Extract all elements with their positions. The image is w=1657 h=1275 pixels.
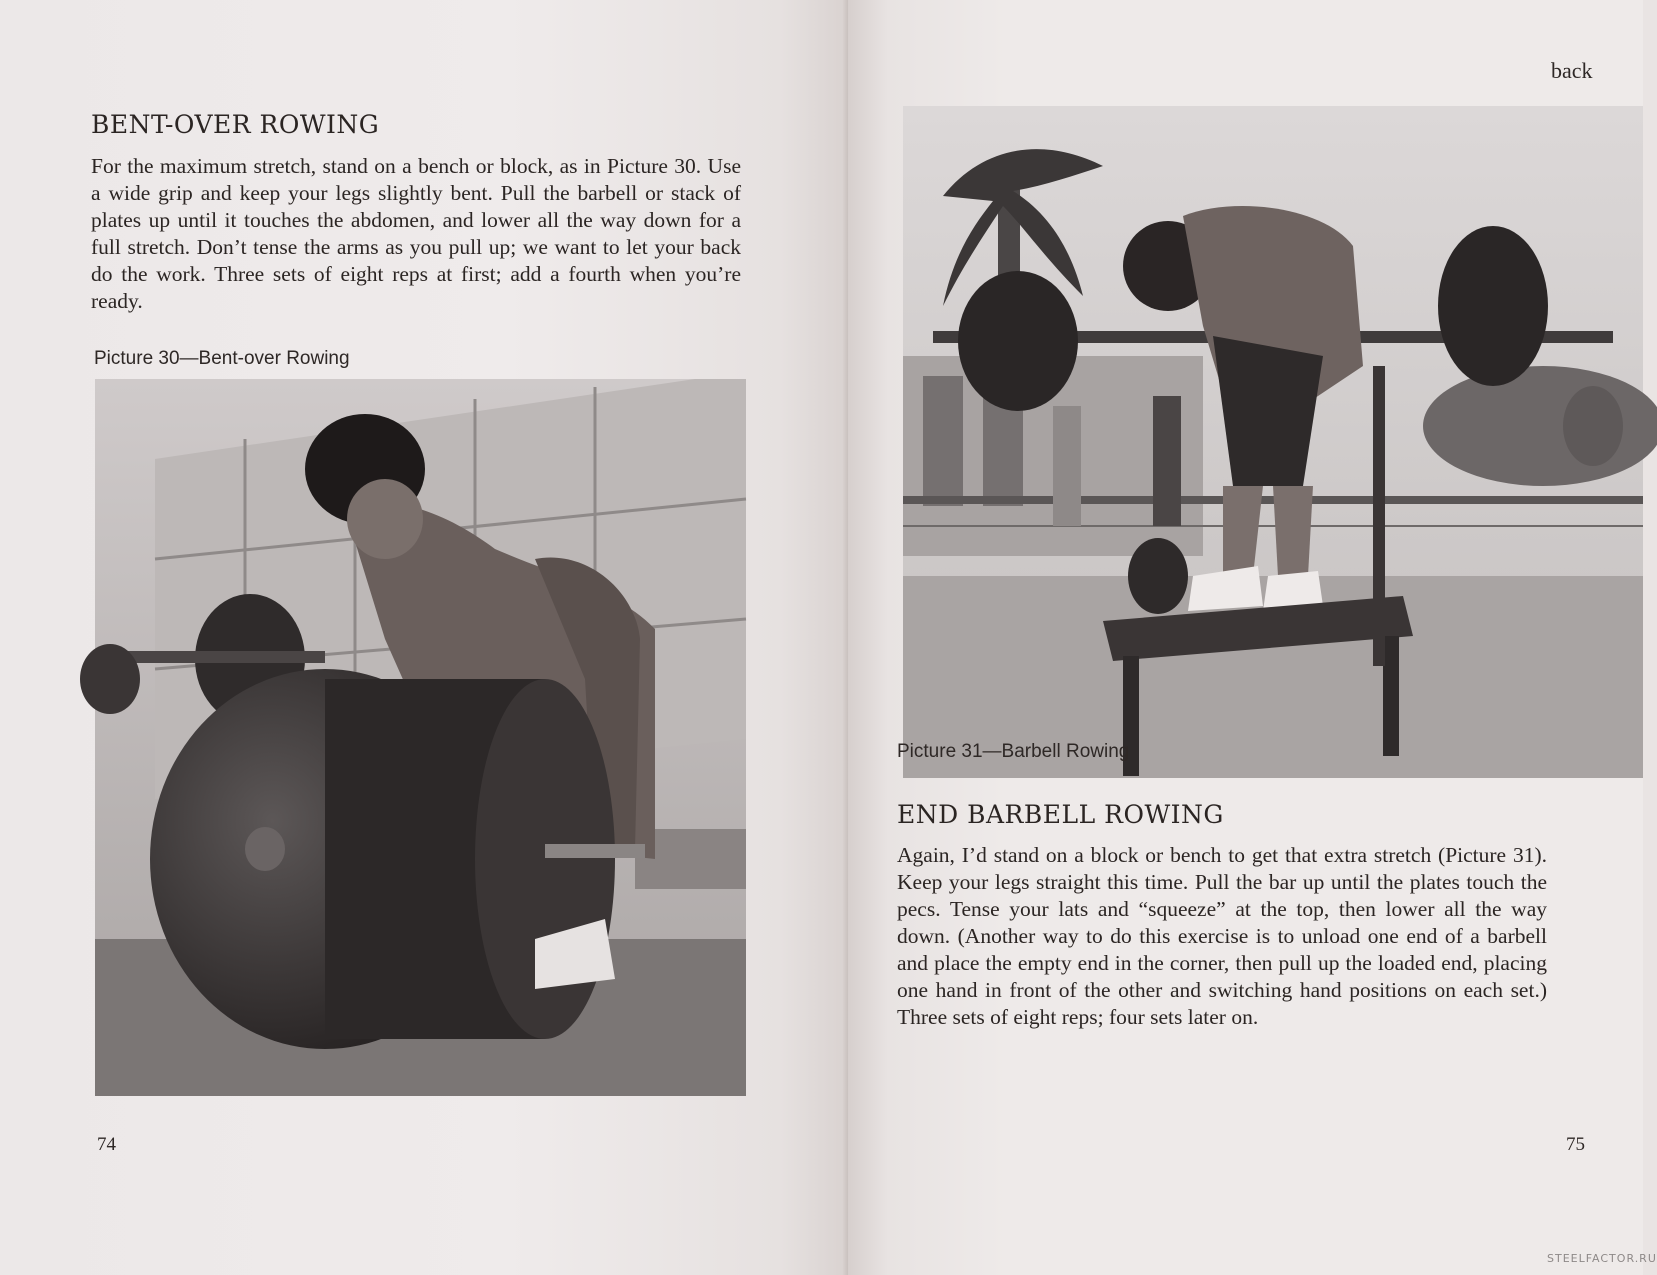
watermark: STEELFACTOR.RU xyxy=(1547,1252,1657,1265)
running-head: back xyxy=(1551,58,1593,83)
picture-30-photo xyxy=(95,379,746,1096)
end-barbell-rowing-paragraph: Again, I’d stand on a block or bench to get that extra stretch (Picture 31). Keep your legs straight this time. Pull the bar up until the plates touch the pecs. Tense your lats and “squeeze” at the top, then lower all the way down. (Another way to do this exercise is to unload one end of a barbell and place the empty end in the corner, then pull up the loaded end, placing one hand in front of the other and switching hand positions on each set.) Three sets of eight reps; four sets later on. xyxy=(897,843,1547,1029)
section-heading-bent-over-rowing: BENT-OVER ROWING xyxy=(91,110,380,139)
page-number-right: 75 xyxy=(1566,1134,1585,1155)
picture-31-photo xyxy=(903,106,1643,778)
section-heading-end-barbell-rowing: END BARBELL ROWING xyxy=(897,800,1224,829)
picture-31-caption: Picture 31—Barbell Rowing xyxy=(897,741,1130,762)
bent-over-rowing-paragraph: For the maximum stretch, stand on a bench or block, as in Picture 30. Use a wide grip and keep your legs slightly bent. Pull the barbell or stack of plates up until it touches the abdomen, and lower all the way down for a full stretch. Don’t tense the arms as you pull up; we want to let your back do the work. Three sets of eight reps at first; add a fourth when you’re ready. xyxy=(91,154,741,313)
right-page xyxy=(848,0,1657,1275)
picture-30-caption: Picture 30—Bent-over Rowing xyxy=(94,348,350,369)
page-number-left: 74 xyxy=(97,1134,116,1155)
